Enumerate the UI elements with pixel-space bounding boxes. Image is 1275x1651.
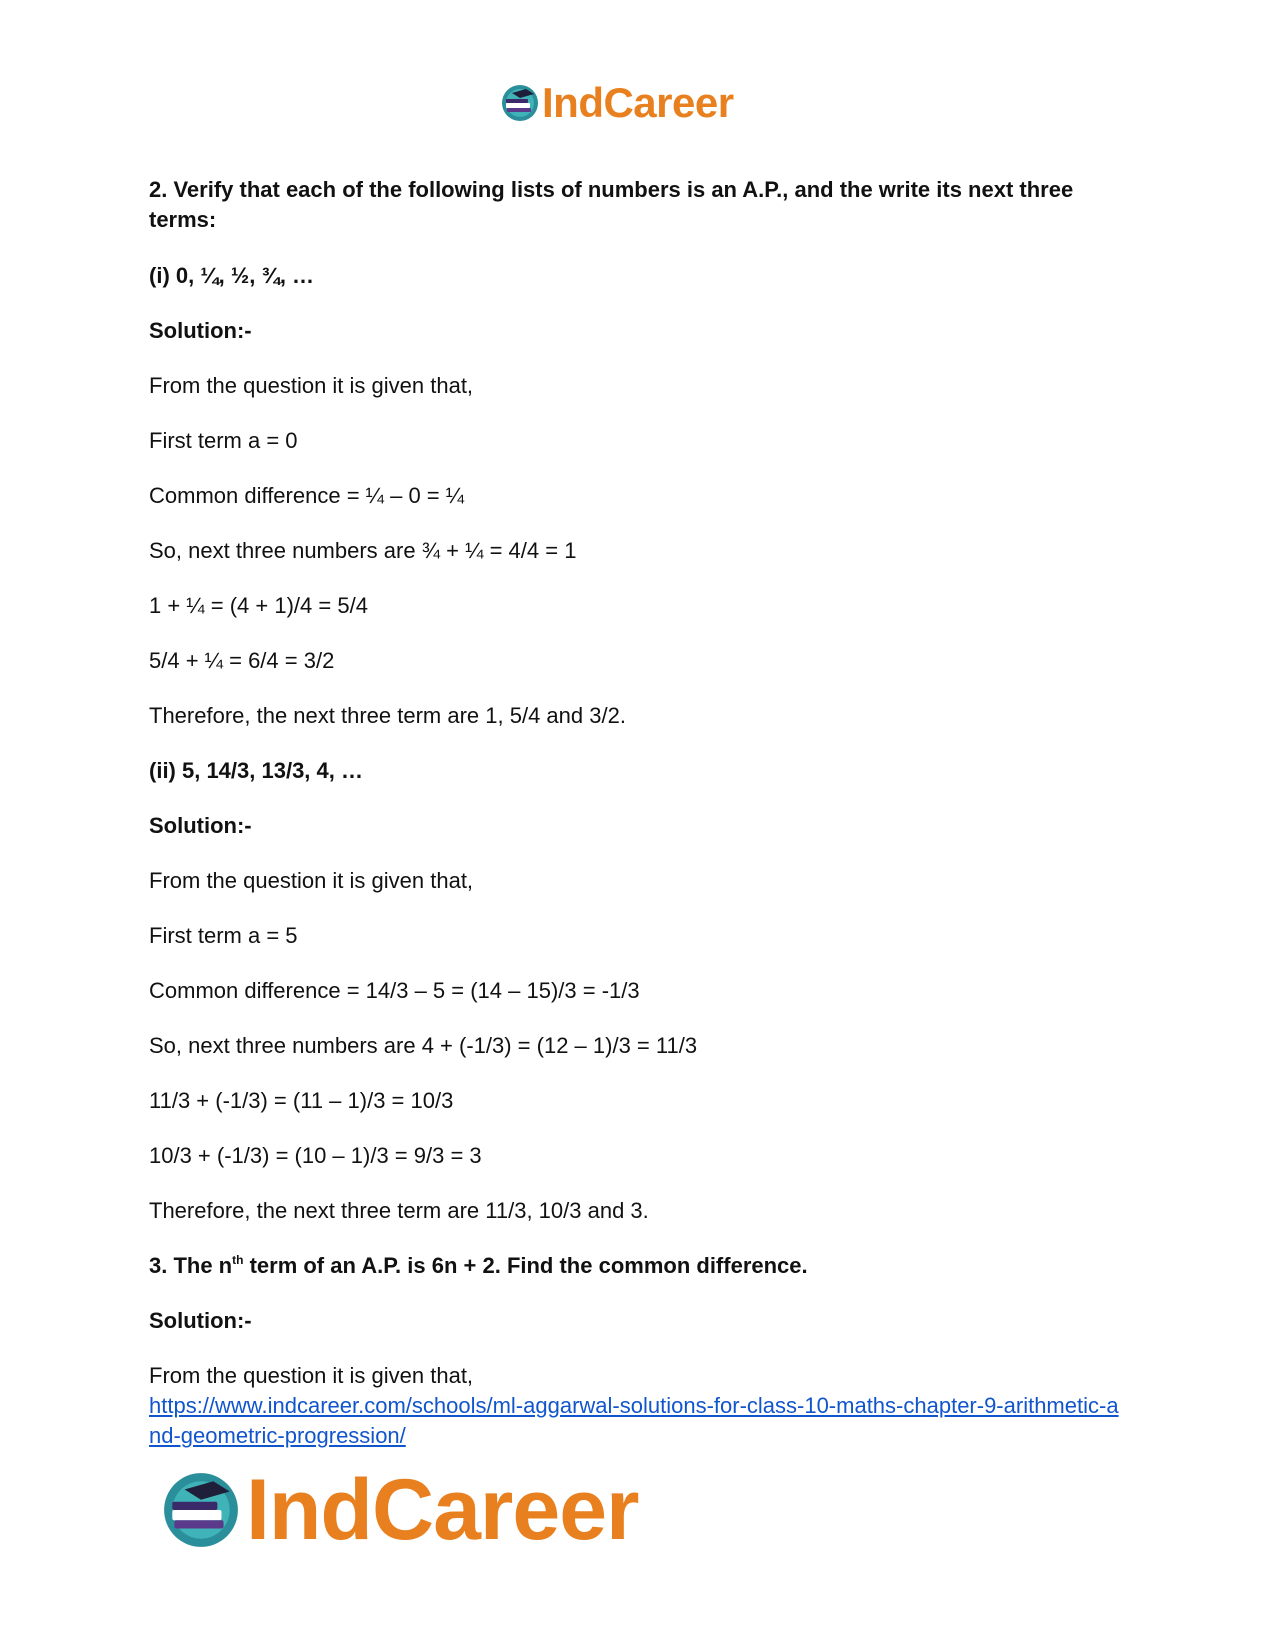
document-body (149, 175, 1129, 1451)
solution-line: Common difference = ¼ – 0 = ¼ (149, 483, 465, 508)
book-globe-icon (500, 83, 540, 123)
question-3-post: term of an A.P. is 6n + 2. Find the common difference. (243, 1253, 808, 1278)
solution-line: 10/3 + (-1/3) = (10 – 1)/3 = 9/3 = 3 (149, 1143, 482, 1168)
part-i-heading: (i) 0, ¼, ½, ¾, … (149, 263, 315, 288)
question-3-superscript: th (232, 1253, 244, 1267)
solution-conclusion: Therefore, the next three term are 1, 5/4 and 3/2. (149, 703, 626, 728)
solution-line: 1 + ¼ = (4 + 1)/4 = 5/4 (149, 593, 368, 618)
solution-line: Common difference = 14/3 – 5 = (14 – 15)/3 = -1/3 (149, 978, 640, 1003)
solution-line: First term a = 0 (149, 428, 298, 453)
indcareer-logo-header (500, 78, 734, 128)
solution-line: From the question it is given that, (149, 1363, 474, 1388)
solution-line: From the question it is given that, (149, 868, 474, 893)
solution-line: So, next three numbers are ¾ + ¼ = 4/4 = 1 (149, 538, 577, 563)
solution-label: Solution:- (149, 1308, 252, 1333)
solution-line: 5/4 + ¼ = 6/4 = 3/2 (149, 648, 335, 673)
logo-text: IndCareer (246, 1462, 639, 1558)
question-3-pre: 3. The n (149, 1253, 233, 1278)
solution-label: Solution:- (149, 318, 252, 343)
solution-conclusion: Therefore, the next three term are 11/3, 10/3 and 3. (149, 1198, 649, 1223)
book-globe-icon (160, 1469, 242, 1551)
solution-line: So, next three numbers are 4 + (-1/3) = (12 – 1)/3 = 11/3 (149, 1033, 698, 1058)
source-link[interactable]: https://www.indcareer.com/schools/ml-aggarwal-solutions-for-class-10-maths-chapter-9-arithmetic-and-geometric-progression/ (149, 1393, 1119, 1448)
indcareer-logo-footer (160, 1460, 639, 1560)
question-3 (149, 1251, 1129, 1281)
logo-text: IndCareer (542, 79, 734, 126)
part-ii-heading: (ii) 5, 14/3, 13/3, 4, … (149, 758, 363, 783)
solution-line: 11/3 + (-1/3) = (11 – 1)/3 = 10/3 (149, 1088, 454, 1113)
solution-label: Solution:- (149, 813, 252, 838)
solution-line: First term a = 5 (149, 923, 298, 948)
solution-line: From the question it is given that, (149, 373, 474, 398)
question-2: 2. Verify that each of the following lists of numbers is an A.P., and the write its next three terms: (149, 177, 1074, 232)
